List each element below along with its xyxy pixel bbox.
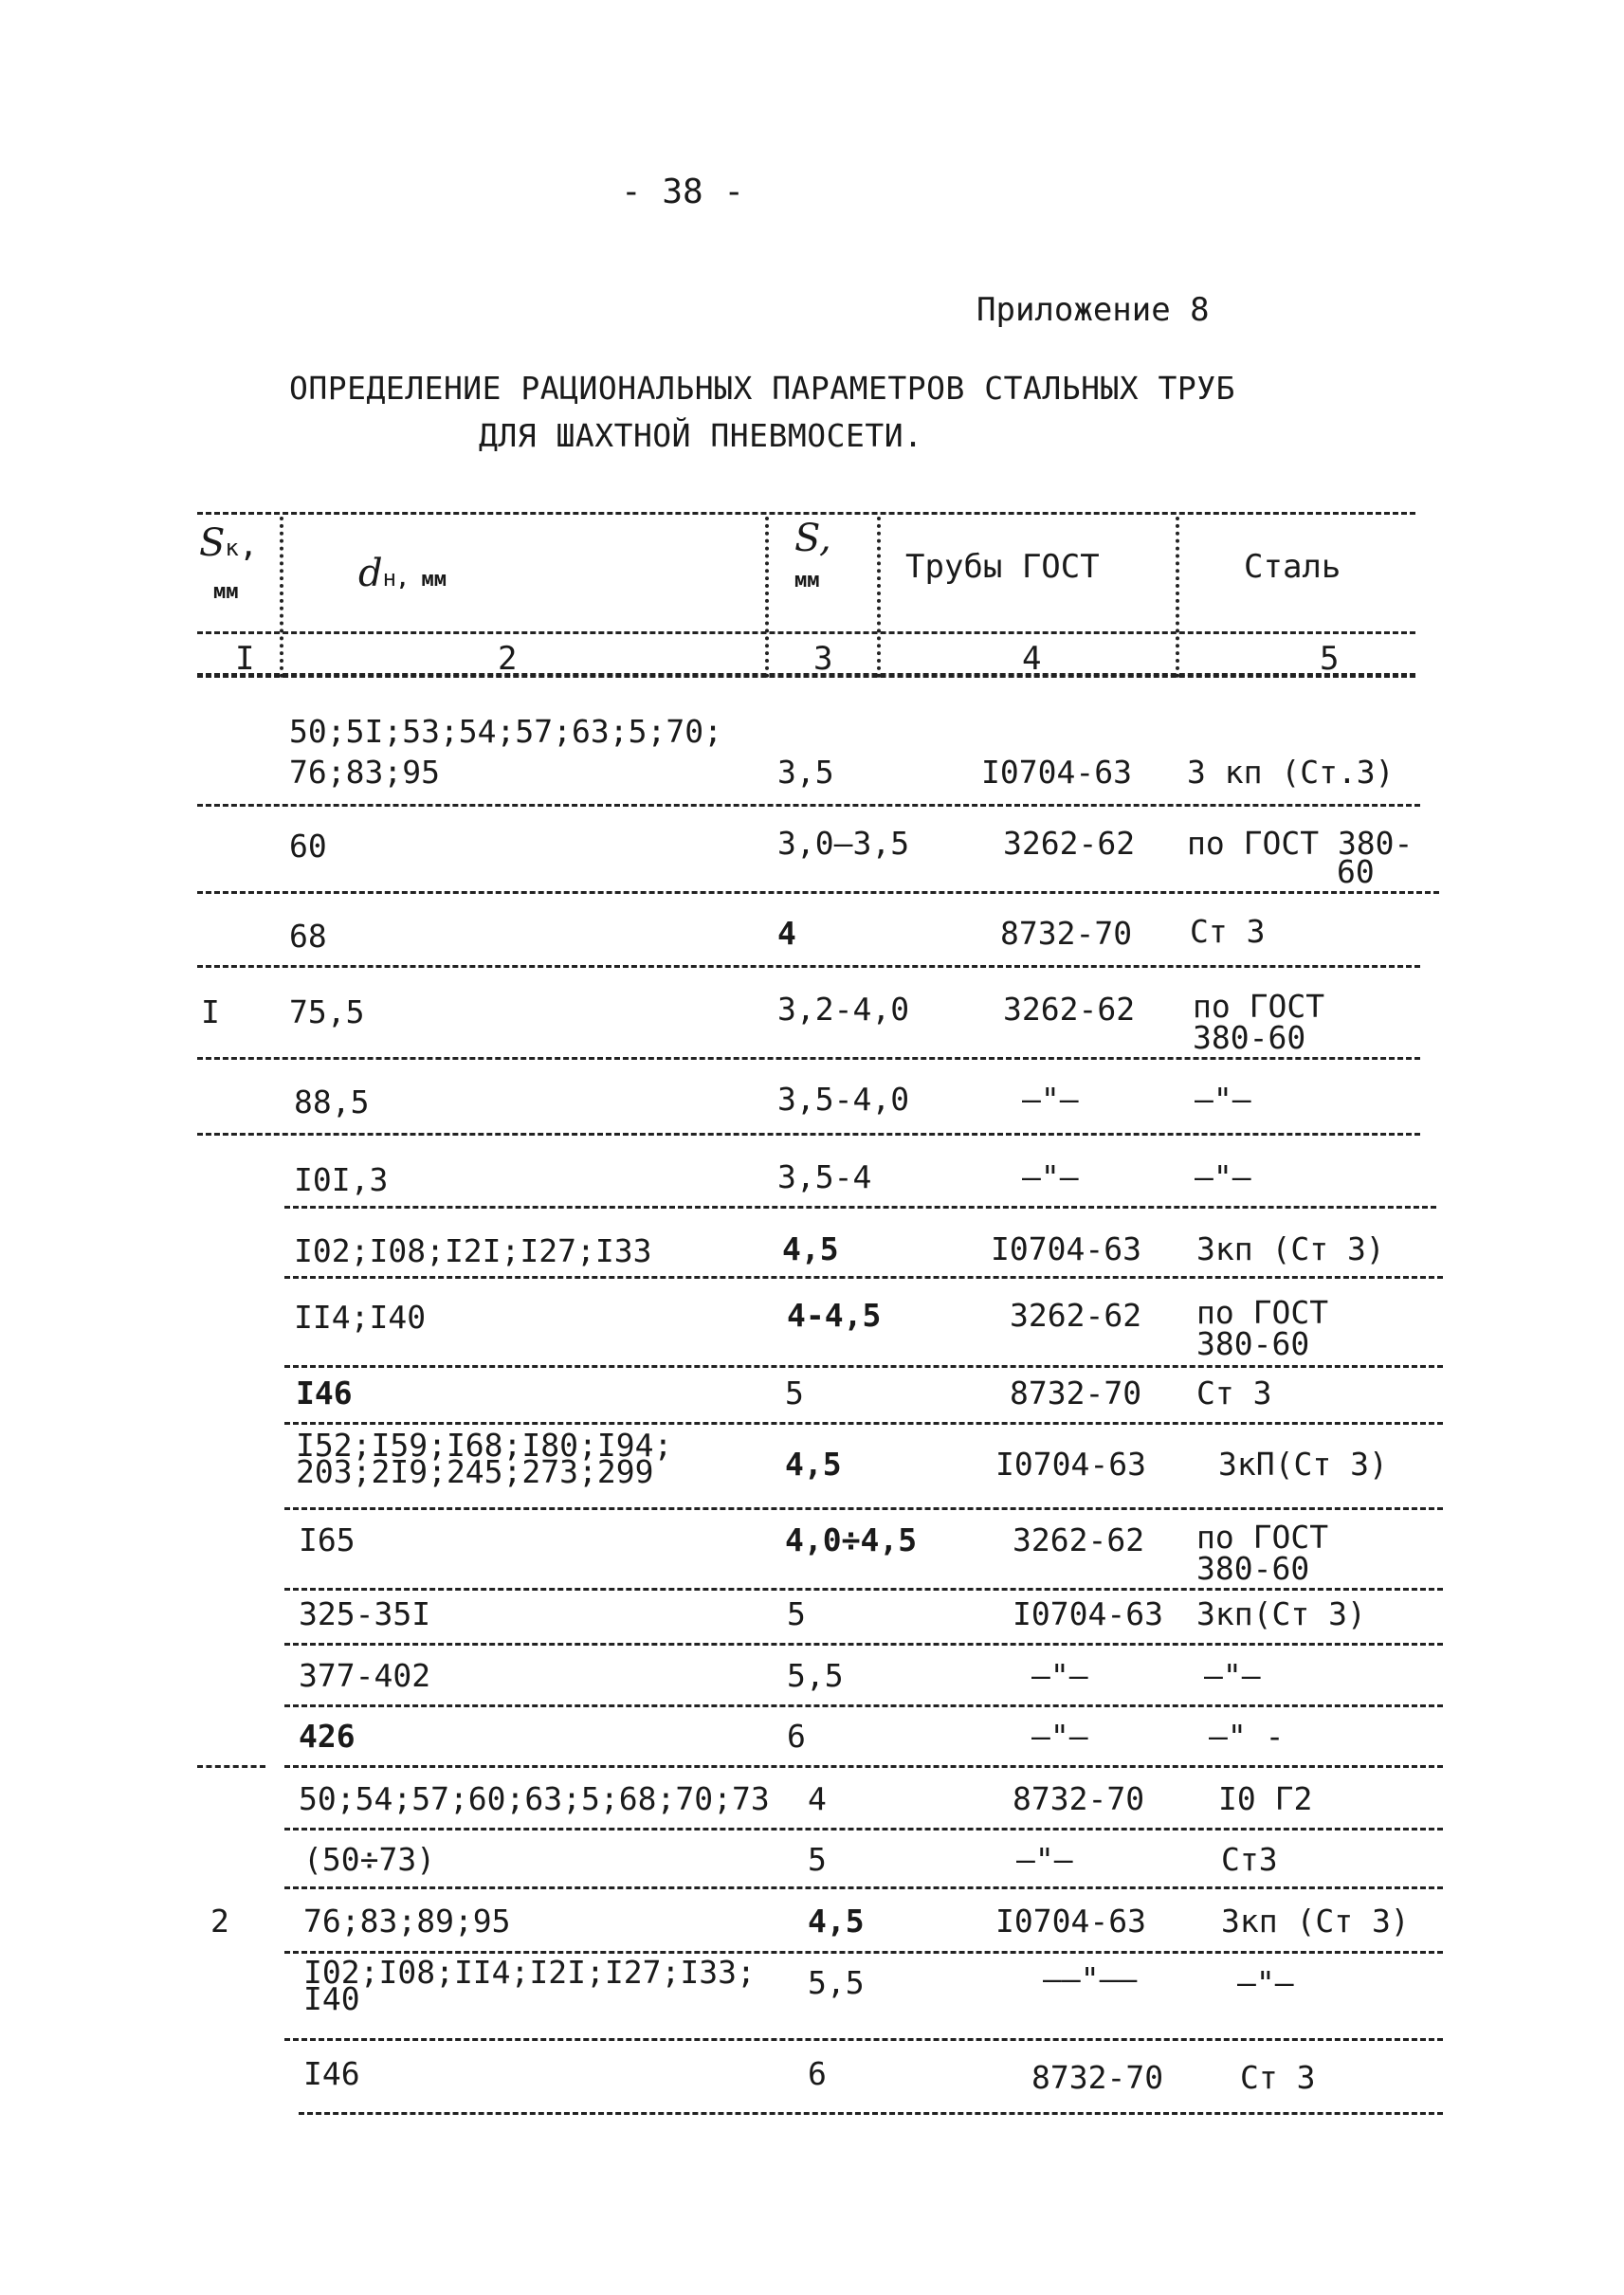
row-thickness: 5,5: [787, 1657, 844, 1694]
row-thickness: 3,0–3,5: [777, 825, 910, 862]
header-s-unit: мм: [794, 569, 820, 592]
row-diameter: 325-35I: [299, 1595, 431, 1632]
row-diameter: 68: [289, 918, 327, 955]
row-rule: [284, 1765, 1443, 1768]
row-diameter: 50;5I;53;54;57;63;5;70;: [289, 713, 722, 750]
row-steel: —"—: [1237, 1964, 1294, 2001]
colnum-2: 2: [498, 640, 518, 678]
row-steel-cont: 380-60: [1196, 1325, 1310, 1362]
header-separator-2: [765, 517, 769, 678]
row-diameter-cont: I40: [303, 1980, 360, 2017]
row-steel: Ст 3: [1240, 2059, 1316, 2096]
row-rule: [197, 965, 1420, 968]
row-rule: [284, 1828, 1443, 1831]
colnum-bottom-rule: [197, 675, 1415, 678]
row-thickness: 4,5: [782, 1230, 839, 1267]
row-diameter-cont: 203;2I9;245;273;299: [296, 1453, 654, 1490]
row-diameter: I02;I08;II4;I2I;I27;I33;: [303, 1954, 756, 1991]
row-steel: по ГОСТ: [1193, 988, 1325, 1025]
row-diameter: 377-402: [299, 1657, 431, 1694]
table-top-rule: [197, 512, 1415, 515]
row-gost: 8732-70: [1013, 1780, 1145, 1817]
row-diameter: (50÷73): [303, 1841, 436, 1878]
row-gost: 8732-70: [1000, 915, 1133, 952]
row-diameter: 75,5: [289, 993, 365, 1030]
row-gost: I0704-63: [981, 754, 1132, 791]
row-thickness: 6: [808, 2055, 827, 2092]
row-diameter: I46: [303, 2055, 360, 2092]
row-thickness: 5: [808, 1841, 827, 1878]
row-steel: I0 Г2: [1218, 1780, 1313, 1817]
row-steel: —"—: [1204, 1657, 1261, 1694]
row-diameter: I0I,3: [294, 1161, 389, 1198]
row-steel: по ГОСТ: [1196, 1519, 1329, 1556]
row-steel: Ст 3: [1196, 1375, 1272, 1412]
title-line-1: ОПРЕДЕЛЕНИЕ РАЦИОНАЛЬНЫХ ПАРАМЕТРОВ СТАЛЬНЫХ ТРУБ: [289, 370, 1236, 407]
header-dn: dн, мм: [358, 552, 447, 595]
row-thickness: 6: [787, 1718, 806, 1755]
row-thickness: 3,5-4: [777, 1158, 872, 1195]
row-steel-cont: 380-60: [1196, 1550, 1310, 1587]
group-label-1: I: [201, 993, 220, 1030]
colnum-1: I: [235, 640, 255, 678]
row-thickness: 3,5-4,0: [777, 1081, 910, 1118]
row-rule: [284, 1643, 1443, 1646]
row-gost: I0704-63: [991, 1230, 1141, 1267]
row-diameter: I65: [299, 1521, 356, 1558]
colnum-5: 5: [1320, 640, 1340, 678]
row-rule: [284, 1206, 1436, 1209]
row-gost: 8732-70: [1010, 1375, 1142, 1412]
header-s: S,: [794, 517, 831, 560]
row-gost: —"—: [1022, 1081, 1079, 1118]
colnum-4: 4: [1022, 640, 1042, 678]
header-separator-3: [877, 517, 881, 678]
appendix-label: Приложение 8: [976, 291, 1210, 329]
row-rule: [197, 804, 1420, 807]
row-rule: [284, 1704, 1443, 1707]
row-gost: 3262-62: [1010, 1297, 1142, 1334]
row-steel: Ст 3: [1190, 913, 1266, 950]
group-rule: [197, 1765, 265, 1768]
row-gost: I0704-63: [995, 1903, 1146, 1940]
page-number: - 38 -: [621, 173, 745, 211]
row-thickness: 5,5: [808, 1964, 865, 2001]
row-steel: 3кп (Ст 3): [1221, 1903, 1410, 1940]
row-diameter: 50;54;57;60;63;5;68;70;73: [299, 1780, 770, 1817]
row-steel-cont: 380-60: [1193, 1019, 1306, 1056]
row-steel: —"—: [1195, 1158, 1251, 1195]
row-thickness: 4: [777, 915, 796, 952]
row-thickness: 5: [787, 1595, 806, 1632]
row-steel: по ГОСТ 380-: [1187, 825, 1414, 862]
row-thickness: 4,5: [785, 1446, 842, 1483]
row-thickness: 4,0÷4,5: [785, 1521, 918, 1558]
header-sk: Sк,: [199, 521, 259, 565]
row-gost: 3262-62: [1003, 825, 1136, 862]
row-diameter: 76;83;89;95: [303, 1903, 511, 1940]
row-steel: —" -: [1209, 1718, 1285, 1755]
row-diameter: 60: [289, 828, 327, 865]
row-rule: [284, 1276, 1443, 1279]
header-separator-1: [280, 517, 283, 678]
table-bottom-rule: [299, 2112, 1443, 2115]
row-diameter: I02;I08;I2I;I27;I33: [294, 1232, 652, 1269]
row-rule: [284, 1588, 1443, 1591]
row-gost: 8732-70: [1031, 2059, 1164, 2096]
row-thickness: 4,5: [808, 1903, 865, 1940]
row-diameter: I46: [296, 1375, 353, 1412]
row-thickness: 3,2-4,0: [777, 991, 910, 1028]
row-rule: [197, 891, 1439, 894]
row-steel: 3кп (Ст 3): [1196, 1230, 1385, 1267]
row-diameter: I52;I59;I68;I80;I94;: [296, 1427, 673, 1464]
group-label-2: 2: [210, 1903, 229, 1940]
row-steel: —"—: [1195, 1081, 1251, 1118]
header-separator-4: [1176, 517, 1179, 678]
row-steel: по ГОСТ: [1196, 1294, 1329, 1331]
row-diameter: 426: [299, 1718, 356, 1755]
header-steel: Сталь: [1244, 548, 1341, 586]
row-steel-cont: 60: [1337, 853, 1375, 890]
header-gost: Трубы ГОСТ: [905, 548, 1100, 586]
row-thickness: 4: [808, 1780, 827, 1817]
title-line-2: ДЛЯ ШАХТНОЙ ПНЕВМОСЕТИ.: [479, 417, 923, 454]
row-gost: —"—: [1031, 1718, 1088, 1755]
row-diameter: 88,5: [294, 1084, 370, 1120]
row-rule: [284, 1365, 1443, 1368]
row-gost: —"—: [1031, 1657, 1088, 1694]
row-thickness: 5: [785, 1375, 804, 1412]
row-diameter: II4;I40: [294, 1299, 427, 1336]
row-steel: 3кп(Ст 3): [1196, 1595, 1366, 1632]
row-thickness: 4-4,5: [787, 1297, 882, 1334]
row-steel: 3 кп (Ст.3): [1187, 754, 1395, 791]
row-gost: —"—: [1022, 1158, 1079, 1195]
row-rule: [284, 2038, 1443, 2041]
row-thickness: 3,5: [777, 754, 834, 791]
row-rule: [284, 1507, 1443, 1510]
row-gost: 3262-62: [1013, 1521, 1145, 1558]
row-steel: 3кП(Ст 3): [1218, 1446, 1388, 1483]
row-rule: [284, 1422, 1443, 1425]
row-steel: Ст3: [1221, 1841, 1278, 1878]
row-rule: [197, 1133, 1420, 1136]
row-gost: —"—: [1016, 1841, 1073, 1878]
row-gost: I0704-63: [995, 1446, 1146, 1483]
row-gost: ——"——: [1043, 1960, 1138, 1997]
row-diameter-cont: 76;83;95: [289, 754, 440, 791]
row-rule: [284, 1886, 1443, 1889]
row-rule: [197, 1057, 1420, 1060]
header-rule: [197, 631, 1415, 634]
header-sk-unit: мм: [213, 580, 239, 604]
row-gost: I0704-63: [1013, 1595, 1163, 1632]
colnum-3: 3: [813, 640, 833, 678]
row-gost: 3262-62: [1003, 991, 1136, 1028]
